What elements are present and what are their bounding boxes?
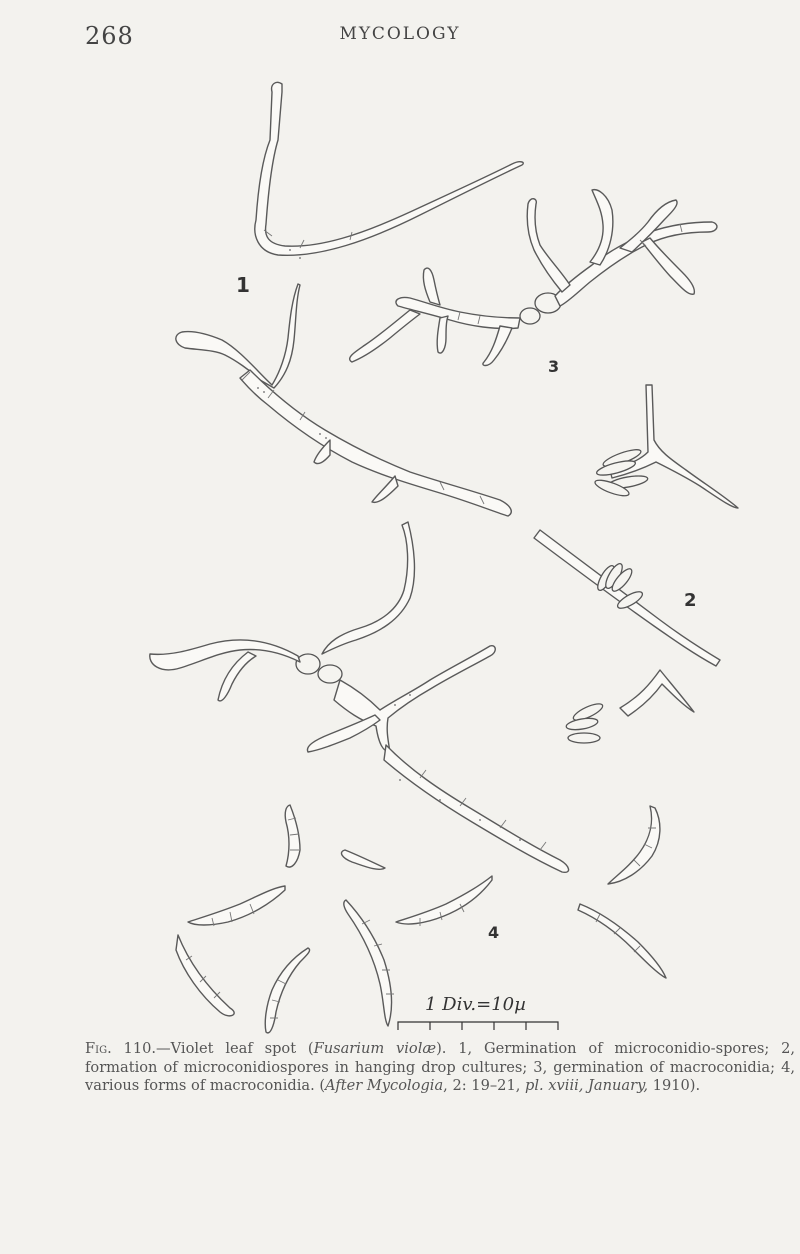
caption-text-2: ). 1, Germination of microconidio-spores; 2, formation of microconidiospores in hanging drop cultures; 3, germination of macroconidia; 4, various forms of macroconidia. ( xyxy=(85,1040,795,1094)
caption-species: Fusarium violæ xyxy=(313,1040,437,1057)
label-4: 4 xyxy=(488,923,500,942)
label-2: 2 xyxy=(684,590,697,611)
caption-plate: pl. xviii, January, xyxy=(525,1077,649,1094)
page-number: 268 xyxy=(85,22,134,50)
caption-fig-label: Fig. xyxy=(85,1040,112,1057)
caption-text-1: Violet leaf spot ( xyxy=(170,1040,314,1057)
caption-text-3: , 2: 19–21, xyxy=(443,1077,526,1094)
label-1: 1 xyxy=(236,273,250,297)
scale-label: 1 Div.=10µ xyxy=(425,994,526,1015)
figure-1-drawing xyxy=(176,82,523,516)
caption-dash: — xyxy=(156,1040,171,1057)
caption-text-4: 1910). xyxy=(648,1077,701,1094)
scale-bar xyxy=(398,1022,558,1030)
caption-source: After Mycologia xyxy=(325,1077,444,1094)
figure-2-drawing xyxy=(534,385,738,743)
caption-fig-number: 110. xyxy=(123,1040,157,1057)
germinating-conidia-center xyxy=(150,522,569,872)
fusarium-illustration xyxy=(0,60,800,1045)
running-head: MYCOLOGY xyxy=(339,24,461,44)
spore-cluster-lower xyxy=(565,701,604,743)
label-3: 3 xyxy=(548,357,560,376)
figure-caption xyxy=(85,1040,795,1096)
figure-4-drawing xyxy=(176,805,666,1033)
